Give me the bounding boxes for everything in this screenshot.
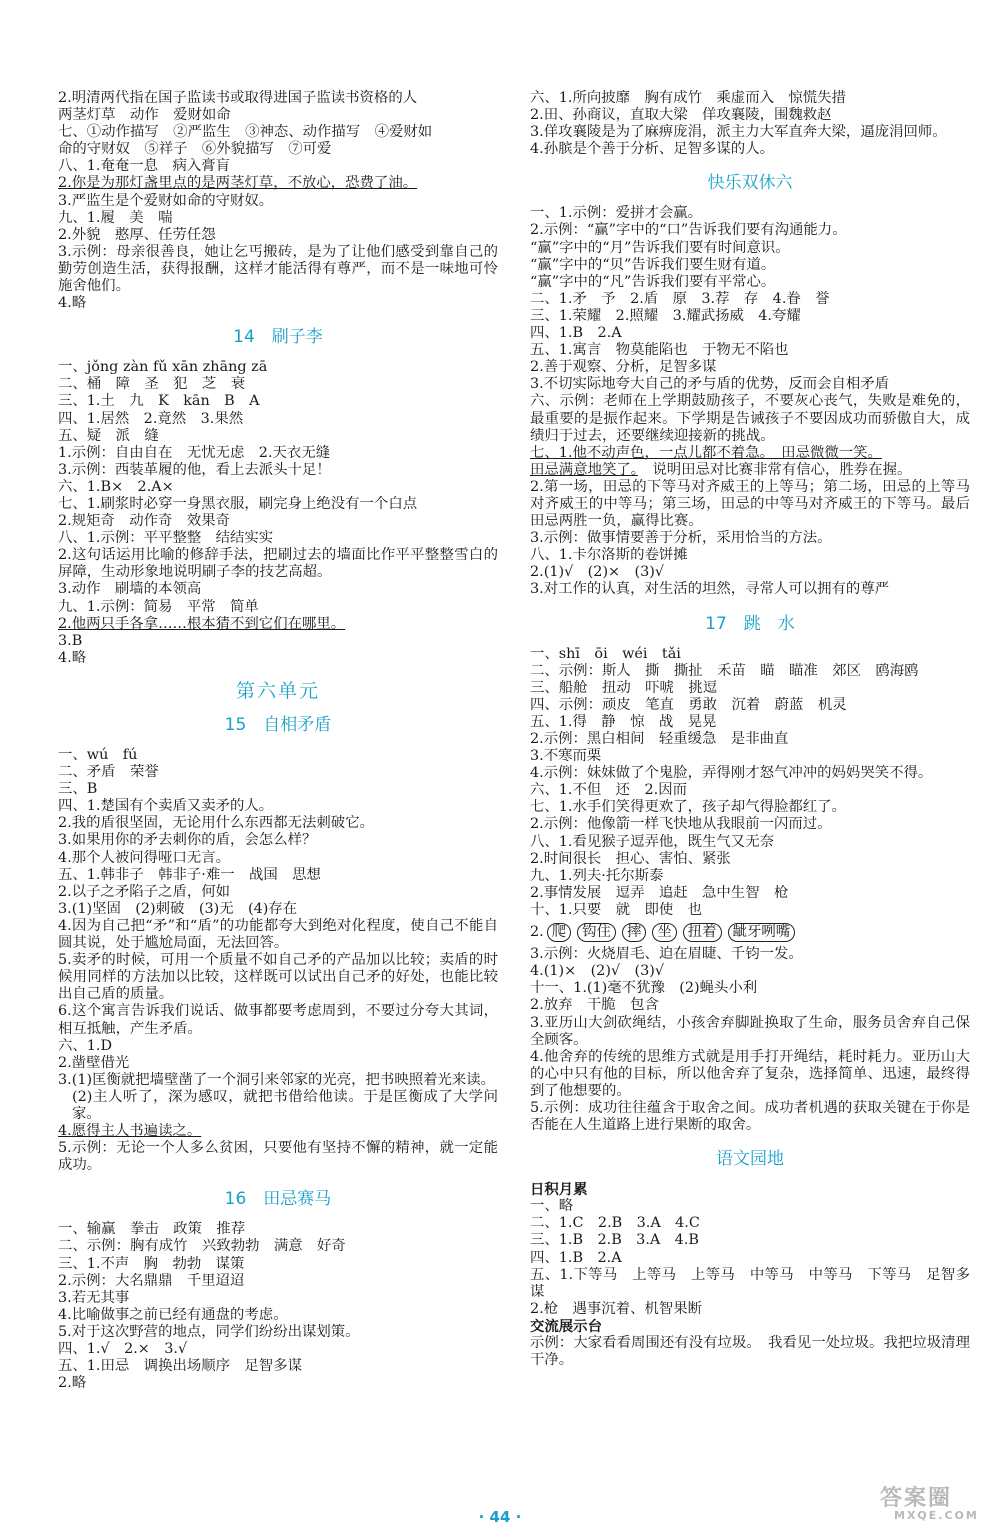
boxed-word: 龇牙咧嘴 [728,923,796,942]
answer-line: 九、1.列夫·托尔斯泰 [530,867,664,884]
answer-line: 2.事情发展 逗弄 追赶 急中生智 枪 [530,884,789,901]
answer-line: 四、示例：顽皮 笔直 勇敢 沉着 蔚蓝 机灵 [530,696,847,713]
answer-text: 说明田忌对比赛非常有信心，胜券在握。 [637,461,912,478]
boxed-word: 爬 [547,923,571,942]
answer-line: 3.示例：火烧眉毛、迫在眉睫、千钧一发。 [530,946,803,963]
answer-line: 五、1.得 静 惊 战 晃晃 [530,713,717,730]
boxed-word: 摔 [622,923,646,942]
answer-line: “赢”字中的“凡”告诉我们要有平常心。 [530,273,776,290]
answer-line: 2.他两只手各拿……根本猜不到它们在哪里。 [58,615,346,632]
answer-line: 3.(1)坚固 (2)刺破 (3)无 (4)存在 [58,900,298,917]
answer-line: 2.凿壁借光 [58,1054,130,1071]
answer-line: 1.示例：自由自在 无忧无虑 2.天衣无缝 [58,444,331,461]
answer-line: 2.以子之矛陷子之盾，何如 [58,883,231,900]
lesson-16-title: 16 田忌赛马 [224,1189,332,1210]
answer-paragraph: 六、示例：老师在上学期鼓励孩子，不要灰心丧气，失败是难免的，最重要的是振作起来。下学期是告诫孩子不要因成功而骄傲自大，成绩归于过去，还要继续迎接新的挑战。 [530,393,970,444]
answer-line: 4.(1)× (2)√ (3)√ [530,963,665,980]
answer-line [530,462,970,479]
answer-line: 3.若无其事 [58,1289,130,1306]
answer-line: 3.如果用你的矛去刺你的盾，会怎么样？ [58,832,317,849]
answer-paragraph: 5.卖矛的时候，可用一个质量不如自己矛的产品加以比较；卖盾的时候用同样的方法加以比较，这样既可以试出自己矛的好处，也能比较出自己盾的质量。 [58,952,498,1003]
lesson-14-title: 14 刷子李 [233,327,323,348]
answer-line: 一、jǒng zàn fǔ xān zhāng zā [58,359,268,376]
answer-line: “赢”字中的“月”告诉我们要有时间意识。 [530,239,790,256]
answer-line: 十、1.只要 就 即使 也 [530,901,703,918]
boxed-words-line [530,923,970,942]
answer-line: 2.田、孙商议，直取大梁 佯攻襄陵，围魏救赵 [530,107,832,124]
answer-line: 六、1.D [58,1037,113,1054]
answer-line: 2.枪 遇事沉着、机智果断 [530,1300,703,1317]
answer-line: 4.略 [58,295,87,312]
answer-line: 五、1.田忌 调换出场顺序 足智多谋 [58,1358,302,1375]
answer-line: 六、1.不但 还 2.因而 [530,782,687,799]
answer-paragraph: 3.示例：母亲很善良，她让乞丐搬砖，是为了让他们感受到靠自己的勤劳创造生活，获得报酬，这样才能活得有尊严，而不是一味地可怜施舍他们。 [58,243,498,295]
answer-line: 二、矛盾 荣誉 [58,764,159,781]
lesson-17-title: 17 跳 水 [705,613,795,634]
section-heading: 交流展示台 [530,1317,602,1335]
answer-line: 二、桶 障 圣 犯 芝 衰 [58,376,246,393]
watermark-text: 答案圈 [880,1486,953,1511]
yuwen-yuandi-title: 语文园地 [716,1149,784,1170]
answer-paragraph: 2.这句话运用比喻的修辞手法，把刷过去的墙面比作平平整整雪白的屏障，生动形象地说明刷子李的技艺高超。 [58,547,498,581]
boxed-word: 坐 [652,923,676,942]
answer-line: 四、1.B 2.A [530,325,622,342]
answer-line: 一、1.示例：爱拼才会赢。 [530,205,703,222]
answer-line: 2.善于观察、分析，足智多谋 [530,359,717,376]
answer-line: 三、1.不声 胸 勃勃 谋策 [58,1255,245,1272]
answer-line: 三、1.荣耀 2.照耀 3.耀武扬威 4.夸耀 [530,307,801,324]
answer-line: 一、wú fú [58,747,138,763]
answer-line: 4.孙膑是个善于分析、足智多谋的人。 [530,141,774,158]
underlined-text: 田忌满意地笑了。 [530,461,638,478]
right-column [530,90,970,1369]
answer-line: 3.严监生是个爱财如命的守财奴。 [58,192,274,209]
answer-line: 3.对工作的认真，对生活的坦然，寻常人可以拥有的尊严 [530,581,890,598]
page-number: · 44 · [478,1508,522,1526]
answer-paragraph: 2.第一场，田忌的下等马对齐威王的上等马；第二场，田忌的上等马对齐威王的中等马；第三场，田忌的中等马对齐威王的下等马。最后田忌两胜一负，赢得比赛。 [530,478,970,530]
answer-line: 3.B [58,632,83,649]
answer-line: 二、1.矛 予 2.盾 原 3.荐 存 4.眷 誉 [530,290,830,307]
answer-paragraph: 3.佯攻襄陵是为了麻痹庞涓，派主力大军直奔大梁，逼庞涓回师。 [530,124,947,141]
answer-paragraph: 3.(1)匡衡就把墙壁凿了一个洞引来邻家的光亮，把书映照着光来读。 [58,1071,496,1088]
answer-line: 4.比喻做事之前已经有通盘的考虑。 [58,1306,288,1323]
answer-paragraph: 4.他舍弃的传统的思维方式就是用手打开绳结，耗时耗力。亚历山大的心中只有他的目标，所以他舍弃了复杂，选择简单、迅速，最终得到了他想要的。 [530,1048,970,1099]
answer-line: 九、1.履 美 喘 [58,209,173,226]
answer-line: 2.(1)√ (2)× (3)√ [530,564,665,581]
unit-6-title: 第六单元 [235,679,320,702]
answer-line: 九、1.示例：简易 平常 简单 [58,598,259,615]
answer-line: 两茎灯草 动作 爱财如命 [58,107,231,124]
answer-line: 三、船舱 扭动 吓唬 挑逗 [530,679,718,696]
answer-paragraph: 3.亚历山大剑砍绳结，小孩舍弃脚趾换取了生命，服务员舍弃自己保全顾客。 [530,1014,970,1048]
answer-line: 2.明清两代指在国子监读书或取得进国子监读书资格的人 [58,90,418,106]
answer-line: 二、1.C 2.B 3.A 4.C [530,1215,700,1232]
answer-line: 六、1.B× 2.A× [58,478,174,495]
watermark-logo [880,1488,979,1521]
answer-line: 二、示例：胸有成竹 兴致勃勃 满意 好奇 [58,1238,346,1255]
answer-line: 5.对于这次野营的地点，同学们纷纷出谋划策。 [58,1323,360,1340]
left-column [58,90,498,1392]
answer-line: 一、略 [530,1198,574,1215]
answer-line: 2.时间很长 担心、害怕、紧张 [530,850,731,867]
answer-line: 3.不寒而栗 [530,748,602,765]
answer-line: 一、输赢 拳击 政策 推荐 [58,1221,246,1238]
answer-line: 2.略 [58,1375,87,1392]
answer-line: 八、1.看见猴子逗弄他，既生气又无奈 [530,833,774,850]
answer-line: 三、1.B 2.B 3.A 4.B [530,1232,699,1249]
answer-line: 4.那个人被问得哑口无言。 [58,849,231,866]
answer-line: 2.示例：“赢”字中的“口”告诉我们要有沟通能力。 [530,222,847,239]
answer-line: 2.示例：他像箭一样飞快地从我眼前一闪而过。 [530,816,832,833]
answer-line: 3.动作 刷墙的本领高 [58,581,202,598]
answer-line: 四、1.B 2.A [530,1249,622,1266]
answer-line: “赢”字中的“贝”告诉我们要生财有道。 [530,256,776,273]
answer-line: 2.我的盾很坚固，无论用什么东西都无法刺破它。 [58,815,374,832]
weekend-title: 快乐双休六 [707,173,793,194]
answer-line: 3.示例：西装革履的他，看上去派头十足！ [58,461,331,478]
answer-line: 三、1.土 九 K kān B A [58,393,260,410]
answer-line: 2.示例：黑白相间 轻重缓急 是非曲直 [530,731,789,747]
answer-line: 四、1.楚国有个卖盾又卖矛的人。 [58,798,274,815]
section-heading: 日积月累 [530,1181,588,1199]
answer-paragraph: 5.示例：成功往往蕴含于取舍之间。成功者机遇的获取关键在于你是否能在人生道路上进行果断的取舍。 [530,1099,970,1134]
answer-line: 一、shī ōi wéi tǎi [530,645,681,662]
answer-paragraph: 6.这个寓言告诉我们说话、做事都要考虑周到，不要过分夸大其词，相互抵触，产生矛盾。 [58,1003,498,1037]
answer-paragraph: 五、1.下等马 上等马 上等马 中等马 中等马 下等马 足智多谋 [530,1266,970,1300]
answer-line: 2.你是为那灯盏里点的是两茎灯草，不放心，恐费了油。 [58,175,418,192]
answer-line: 2.规矩奇 动作奇 效果奇 [58,513,231,530]
answer-line: 命的守财奴 ⑤祥子 ⑥外貌描写 ⑦可爱 [58,141,332,158]
answer-line: 四、1.√ 2.× 3.√ [58,1341,188,1357]
watermark-url: MXQE.COM [894,1509,979,1522]
answer-line: 2.放弃 干脆 包含 [530,997,659,1014]
answer-line: 八、1.卡尔洛斯的卷饼摊 [530,547,688,564]
answer-line: 四、1.居然 2.竟然 3.果然 [58,410,244,427]
answer-line: 八、1.示例：平平整整 结结实实 [58,530,274,547]
answer-paragraph: 4.因为自己把“矛”和“盾”的功能都夸大到绝对化程度，使自己不能自圆其说，处于尴尬局面，无法回答。 [58,917,498,952]
answer-line: 2.示例：大名鼎鼎 千里迢迢 [58,1272,245,1289]
answer-line: 4.略 [58,649,87,666]
answer-line: 七、1.水手们笑得更欢了，孩子却气得脸都红了。 [530,799,846,816]
answer-paragraph: 4.示例：妹妹做了个鬼脸，弄得刚才怒气冲冲的妈妈哭笑不得。 [530,765,933,782]
boxed-word: 扭着 [683,923,722,942]
answer-line: 七、①动作描写 ②严监生 ③神态、动作描写 ④爱财如 [58,124,433,141]
answer-line: 六、1.所向披靡 胸有成竹 乘虚而入 惊慌失措 [530,90,846,106]
answer-line: 五、1.寓言 物莫能陷也 于物无不陷也 [530,342,789,359]
answer-line: 2.外貌 憨厚、任劳任怨 [58,226,216,243]
answer-paragraph: 5.示例：无论一个人多么贫困，只要他有坚持不懈的精神，就一定能成功。 [58,1140,498,1174]
lesson-15-title: 15 自相矛盾 [224,715,332,735]
answer-line: 三、B [58,781,98,798]
boxed-word: 钩住 [577,923,616,942]
answer-line: 4.愿得主人书遍读之。 [58,1123,202,1140]
answer-line: 3.不切实际地夸大自己的矛与盾的优势，反而会自相矛盾 [530,376,890,393]
answer-line: 五、1.韩非子 韩非子·难一 战国 思想 [58,866,321,883]
answer-line: 3.示例：做事情要善于分析，采用恰当的方法。 [530,530,832,547]
answer-paragraph: 示例：大家看看周围还有没有垃圾。 我看见一处垃圾。我把垃圾清理干净。 [530,1335,970,1369]
answer-line [530,445,970,462]
answer-text: 2. [530,924,544,941]
answer-line: 十一、1.(1)毫不犹豫 (2)蝇头小利 [530,980,758,997]
answer-paragraph: (2)主人听了，深为感叹，就把书借给他读。于是匡衡成了大学问家。 [72,1088,498,1122]
answer-line: 五、疑 派 缝 [58,427,159,444]
answer-line: 八、1.奄奄一息 病入膏肓 [58,158,231,175]
answer-line: 七、1.刷浆时必穿一身黑衣服，刷完身上绝没有一个白点 [58,495,418,512]
underlined-text: 七、1.他不动声色，一点儿都不着急。 田忌微微一笑。 [530,444,882,461]
answer-paragraph: 二、示例：斯人 撕 撕扯 禾苗 瞄 瞄准 郊区 鸥海鸥 [530,662,919,679]
